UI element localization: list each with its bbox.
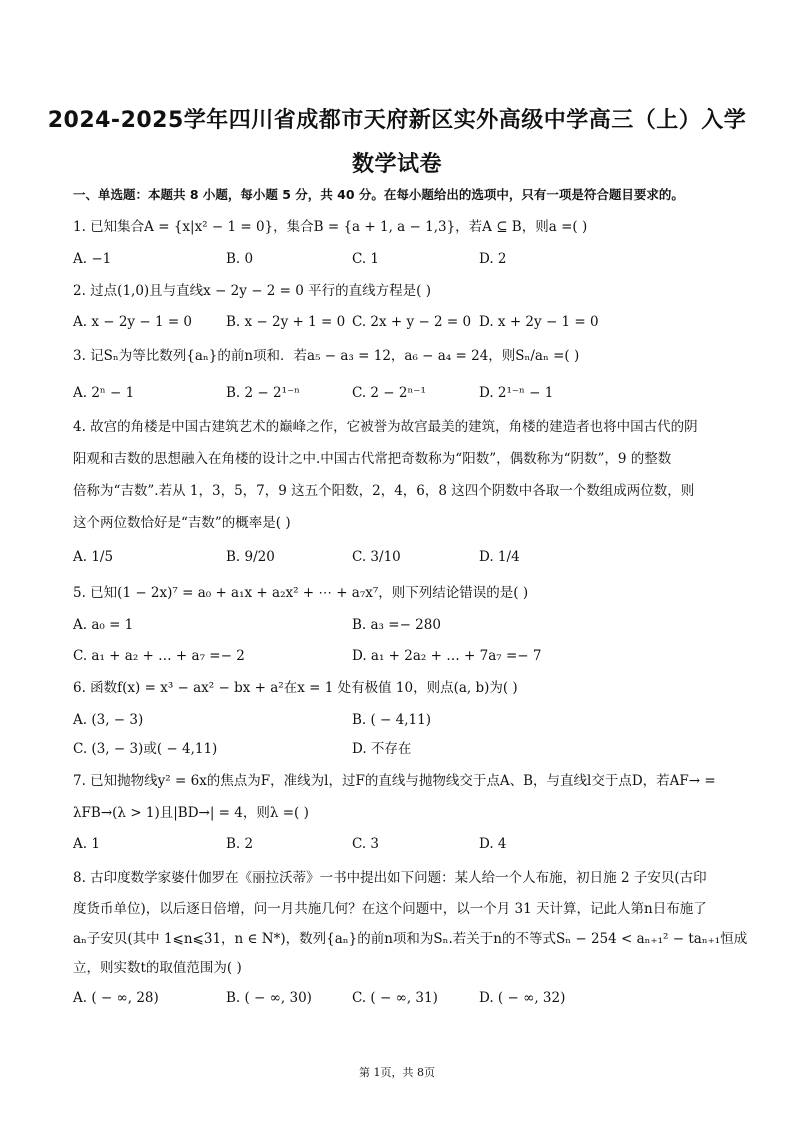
question-1-stem: 1. 已知集合A = {x|x² − 1 = 0}，集合B = {a + 1, a − 1,3}，若A ⊆ B，则a =( )	[73, 219, 588, 235]
question-7-stem-line2: λFB→(λ > 1)且|BD→| = 4，则λ =( )	[73, 805, 309, 821]
option-b: B. 2 − 2¹⁻ⁿ	[226, 385, 300, 401]
option-b: B. a₃ =− 280	[352, 617, 441, 633]
option-d: D. 2	[479, 251, 507, 267]
option-b: B. 9/20	[226, 549, 275, 565]
option-c: C. 1	[352, 251, 380, 267]
option-b: B. 0	[226, 251, 254, 267]
question-3-stem: 3. 记Sₙ为等比数列{aₙ}的前n项和．若a₅ − a₃ = 12，a₆ − a₄ = 24，则Sₙ/aₙ =( )	[73, 348, 580, 364]
question-8-stem-line1: 8. 古印度数学家婆什伽罗在《丽拉沃蒂》一书中提出如下问题：某人给一个人布施，初日施 2 子安贝(古印	[73, 870, 707, 886]
question-6-stem: 6. 函数f(x) = x³ − ax² − bx + a²在x = 1 处有极值 10，则点(a, b)为( )	[73, 680, 518, 696]
option-c: C. ( − ∞, 31)	[352, 990, 438, 1006]
option-a: A. −1	[73, 251, 112, 267]
option-a: A. 1/5	[73, 549, 114, 565]
option-d: D. 4	[479, 836, 507, 852]
section-heading: 一、单选题：本题共 8 小题，每小题 5 分，共 40 分。在每小题给出的选项中，只有一项是符合题目要求的。	[73, 187, 684, 202]
option-d: D. 1/4	[479, 549, 520, 565]
question-8-stem-line3: aₙ子安贝(其中 1⩽n⩽31，n ∈ N*)，数列{aₙ}的前n项和为Sₙ.若关于n的不等式Sₙ − 254 < aₙ₊₁² − taₙ₊₁恒成	[73, 931, 748, 947]
option-a: A. 1	[73, 836, 100, 852]
question-7-stem-line1: 7. 已知抛物线y² = 6x的焦点为F，准线为l，过F的直线与抛物线交于点A、B，与直线l交于点D，若AF→ =	[73, 773, 716, 789]
option-b: B. ( − 4,11)	[352, 712, 431, 728]
question-4-stem-line1: 4. 故宫的角楼是中国古建筑艺术的巅峰之作，它被誉为故宫最美的建筑，角楼的建造者也将中国古代的阴	[73, 419, 698, 435]
option-b: B. 2	[226, 836, 254, 852]
page-title-line2: 数学试卷	[351, 152, 442, 177]
page-footer: 第 1页，共 8页	[359, 1066, 435, 1079]
option-a: A. a₀ = 1	[73, 617, 134, 633]
option-a: A. (3, − 3)	[73, 712, 144, 728]
option-c: C. 2 − 2ⁿ⁻¹	[352, 385, 426, 401]
option-c: C. 2x + y − 2 = 0	[352, 314, 472, 330]
option-c: C. a₁ + a₂ + … + a₇ =− 2	[73, 648, 245, 664]
question-2-stem: 2. 过点(1,0)且与直线x − 2y − 2 = 0 平行的直线方程是( )	[73, 283, 431, 299]
option-c: C. 3	[352, 836, 380, 852]
page-title-line1: 2024-2025学年四川省成都市天府新区实外高级中学高三（上）入学	[47, 108, 747, 133]
option-a: A. x − 2y − 1 = 0	[73, 314, 193, 330]
question-5-stem: 5. 已知(1 − 2x)⁷ = a₀ + a₁x + a₂x² + ⋯ + a₇x⁷，则下列结论错误的是( )	[73, 585, 529, 601]
option-d: D. ( − ∞, 32)	[479, 990, 566, 1006]
question-8-stem-line4: 立，则实数t的取值范围为( )	[73, 960, 242, 976]
option-c: C. 3/10	[352, 549, 401, 565]
option-a: A. ( − ∞, 28)	[73, 990, 159, 1006]
question-4-stem-line3: 倍称为“吉数”.若从 1，3，5，7，9 这五个阳数，2，4，6，8 这四个阴数中各取一个数组成两位数，则	[73, 483, 695, 499]
option-b: B. x − 2y + 1 = 0	[226, 314, 346, 330]
question-8-stem-line2: 度货币单位)，以后逐日倍增，问一月共施几何？在这个问题中，以一个月 31 天计算，记此人第n日布施了	[73, 901, 707, 917]
question-4-stem-line2: 阳观和吉数的思想融入在角楼的设计之中.中国古代常把奇数称为“阳数”，偶数称为“阴数”，9 的整数	[73, 451, 672, 467]
option-a: A. 2ⁿ − 1	[73, 385, 135, 401]
option-c: C. (3, − 3)或( − 4,11)	[73, 741, 218, 757]
option-b: B. ( − ∞, 30)	[226, 990, 312, 1006]
question-4-stem-line4: 这个两位数恰好是“吉数”的概率是( )	[73, 515, 291, 531]
option-d: D. x + 2y − 1 = 0	[479, 314, 599, 330]
option-d: D. 2¹⁻ⁿ − 1	[479, 385, 554, 401]
option-d: D. a₁ + 2a₂ + … + 7a₇ =− 7	[352, 648, 542, 664]
option-d: D. 不存在	[352, 741, 412, 757]
